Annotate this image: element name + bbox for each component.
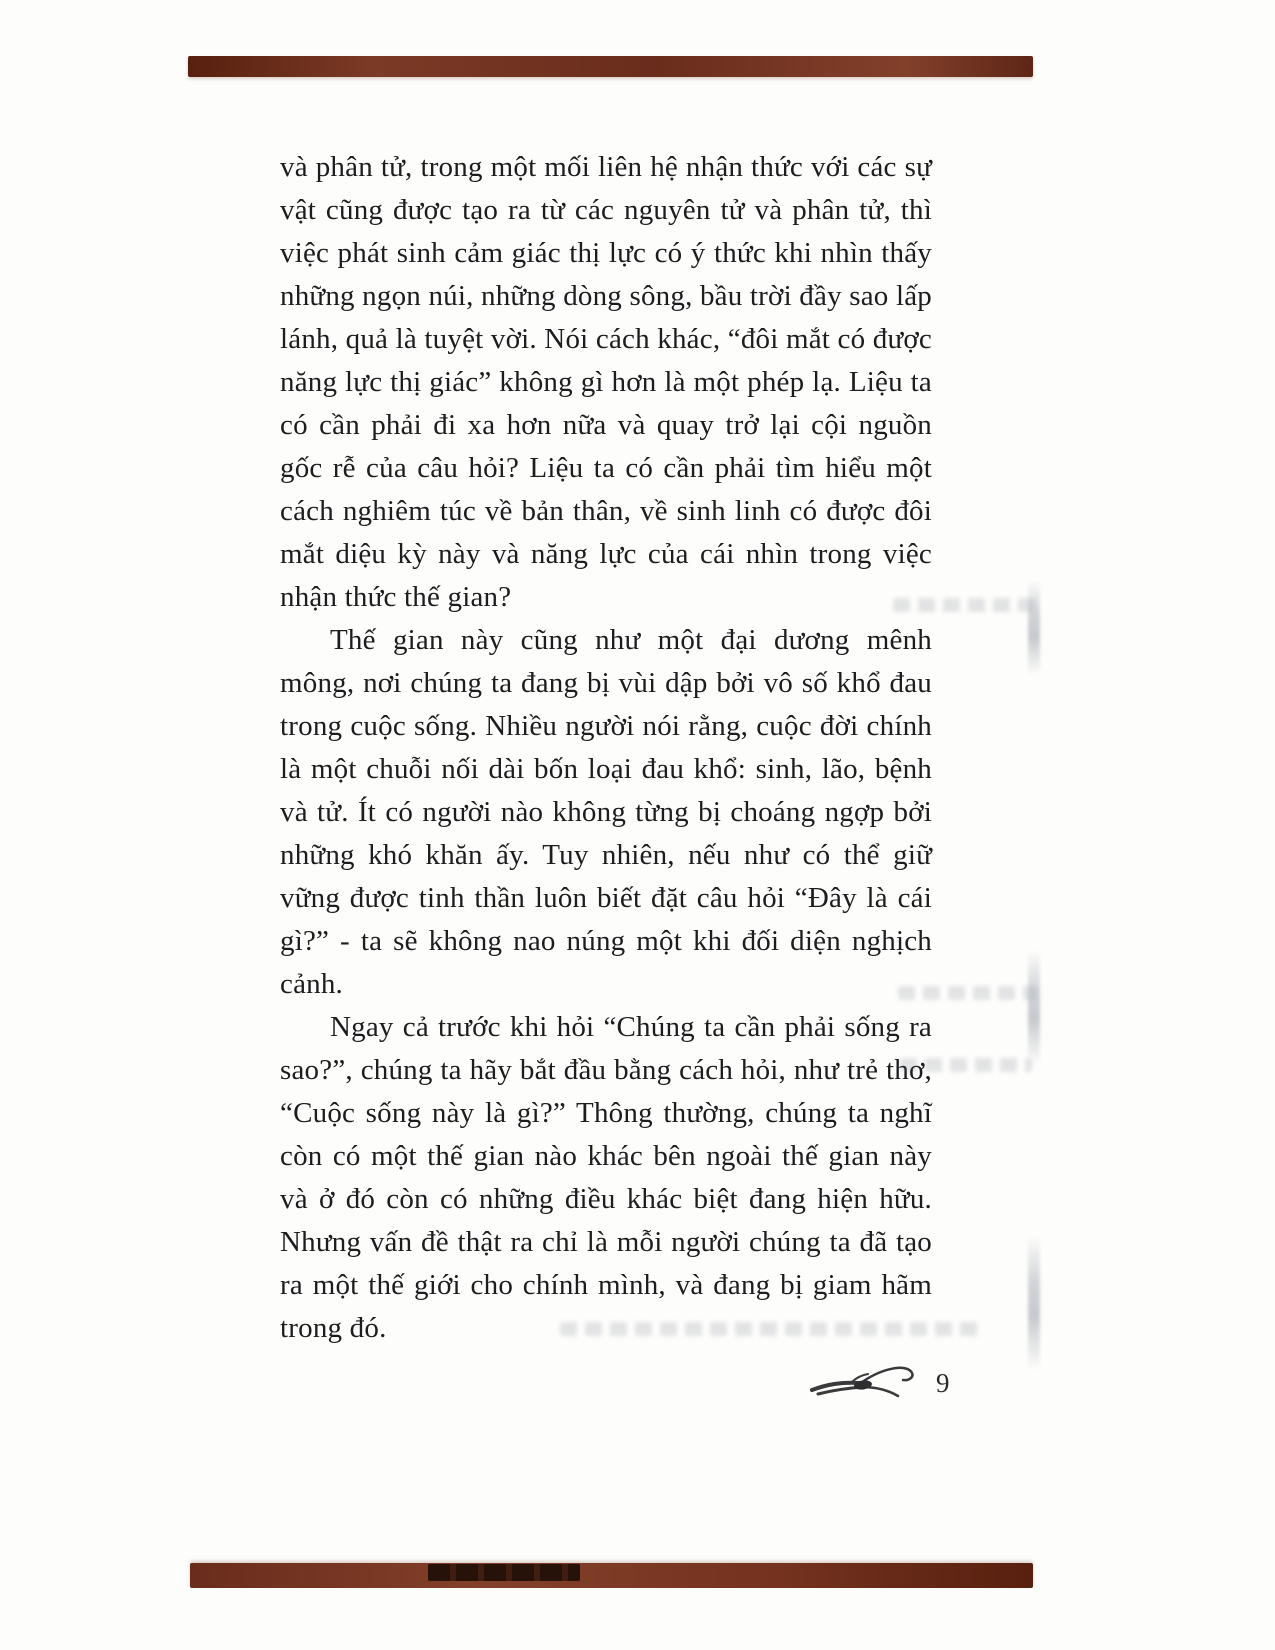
page-edge-shadow — [1028, 580, 1040, 675]
bleedthrough-text — [560, 1322, 980, 1336]
bleedthrough-text — [898, 986, 1036, 1000]
paragraph: Ngay cả trước khi hỏi “Chúng ta cần phải sống ra sao?”, chúng ta hãy bắt đầu bằng cách hỏi, như trẻ thơ, “Cuộc sống này là gì?” Thông thường, chúng ta nghĩ còn có một thế gian nào khác bên ngoài thế gian này và ở đó còn có những điều khác biệt đang hiện hữu. Nhưng vấn đề thật ra chỉ là mỗi người chúng ta đã tạo ra một thế giới cho chính mình, và đang bị giam hãm trong đó. — [280, 1011, 932, 1344]
cover-edge-top — [188, 56, 1033, 77]
cover-edge-bottom — [190, 1563, 1033, 1588]
cover-edge-spine-mark — [428, 1564, 580, 1581]
paragraph-continuation: và phân tử, trong một mối liên hệ nhận thức với các sự vật cũng được tạo ra từ các nguyên tử và phân tử, thì việc phát sinh cảm giác thị lực có ý thức khi nhìn thấy những ngọn núi, những dòng sông, bầu trời đầy sao lấp lánh, quả là tuyệt vời. Nói cách khác, “đôi mắt có được năng lực thị giác” không gì hơn là một phép lạ. Liệu ta có cần phải đi xa hơn nữa và quay trở lại cội nguồn gốc rễ của câu hỏi? Liệu ta có cần phải tìm hiểu một cách nghiêm túc về bản thân, về sinh linh có được đôi mắt diệu kỳ này và năng lực của cái nhìn trong việc nhận thức thế gian? — [280, 151, 932, 613]
page-number: 9 — [936, 1368, 950, 1398]
bleedthrough-text — [893, 598, 1035, 612]
page-edge-shadow — [1028, 1235, 1040, 1370]
ink-flourish-icon — [808, 1360, 926, 1404]
page-footer — [808, 1358, 988, 1406]
paragraph: Thế gian này cũng như một đại dương mênh mông, nơi chúng ta đang bị vùi dập bởi vô số khổ đau trong cuộc sống. Nhiều người nói rằng, cuộc đời chính là một chuỗi nối dài bốn loại đau khổ: sinh, lão, bệnh và tử. Ít có người nào không từng bị choáng ngợp bởi những khó khăn ấy. Tuy nhiên, nếu như có thể giữ vững được tinh thần luôn biết đặt câu hỏi “Đây là cái gì?” - ta sẽ không nao núng một khi đối diện nghịch cảnh. — [280, 624, 932, 1000]
bleedthrough-text — [900, 1058, 1032, 1072]
page-text-block — [280, 146, 932, 1350]
page-edge-shadow — [1028, 950, 1040, 1065]
